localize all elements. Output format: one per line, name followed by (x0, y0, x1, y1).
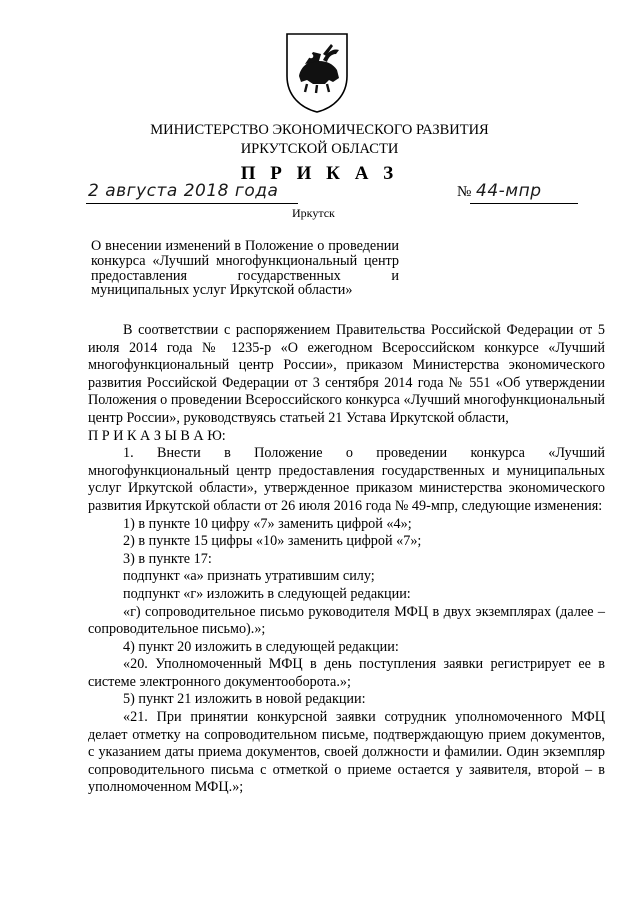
subitem-4: 4) пункт 20 изложить в следующей редакции: (123, 638, 399, 655)
order-word: П Р И К А З Ы В А Ю: (88, 427, 226, 444)
date-underline (86, 203, 298, 204)
subitem-5-text: «21. При принятии конкурсной заявки сотрудник уполномоченного МФЦ делает отметку на сопроводительном письме, подтверждающую прием документов, с указанием даты приема документов, своей должности и фамилии. Один экземпляр сопроводительного письма с отметкой о приеме остается у заявителя, второй – в уполномоченном МФЦ.»; (88, 709, 605, 796)
subitem-3g-text: «г) сопроводительное письмо руководителя МФЦ в двух экземплярах (далее – сопроводительное письмо).»; (88, 603, 605, 638)
subitem-3: 3) в пункте 17: (123, 550, 212, 567)
subitem-2: 2) в пункте 15 цифры «10» заменить цифрой «7»; (123, 533, 422, 550)
handwritten-number: 44-мпр (476, 181, 542, 201)
coat-of-arms-icon (283, 30, 351, 114)
ministry-name-line1: МИНИСТЕРСТВО ЭКОНОМИЧЕСКОГО РАЗВИТИЯ (150, 122, 489, 138)
order-subject: О внесении изменений в Положение о проведении конкурса «Лучший многофункциональный центр предоставления государственных и муниципальных услуг Иркутской области» (91, 238, 399, 299)
subitem-1: 1) в пункте 10 цифру «7» заменить цифрой «4»; (123, 515, 412, 532)
subitem-4-text: «20. Уполномоченный МФЦ в день поступления заявки регистрирует ее в системе электронного документооборота.»; (88, 656, 605, 690)
ministry-name-line2: ИРКУТСКОЙ ОБЛАСТИ (240, 141, 399, 157)
item-1: 1. Внести в Положение о проведении конкурса «Лучший многофункциональный центр предоставления государственных и муниципальных услуг Иркутской области», утвержденное приказом министерства экономического развития Иркутской области от 26 июля 2016 года № 49-мпр, следующие изменения: (88, 445, 605, 514)
number-underline (470, 203, 578, 204)
document-type-title: П Р И К А З (240, 163, 399, 184)
subitem-3g: подпункт «г» изложить в следующей редакции: (123, 585, 411, 602)
number-prefix: № (457, 184, 472, 200)
subitem-3a: подпункт «а» признать утратившим силу; (123, 568, 375, 585)
handwritten-date: 2 августа 2018 года (88, 181, 279, 201)
order-body (88, 322, 605, 797)
city-name: Иркутск (292, 206, 335, 220)
preamble-paragraph: В соответствии с распоряжением Правительства Российской Федерации от 5 июля 2014 года № 1235-р «О ежегодном Всероссийском конкурсе «Лучший многофункциональный центр России», приказом Министерства экономического развития Российской Федерации от 3 сентября 2014 года № 551 «Об утверждении Положения о проведении Всероссийского конкурса «Лучший многофункциональный центр России», руководствуясь статьей 21 Устава Иркутской области, (88, 322, 605, 426)
subitem-5: 5) пункт 21 изложить в новой редакции: (123, 691, 366, 708)
